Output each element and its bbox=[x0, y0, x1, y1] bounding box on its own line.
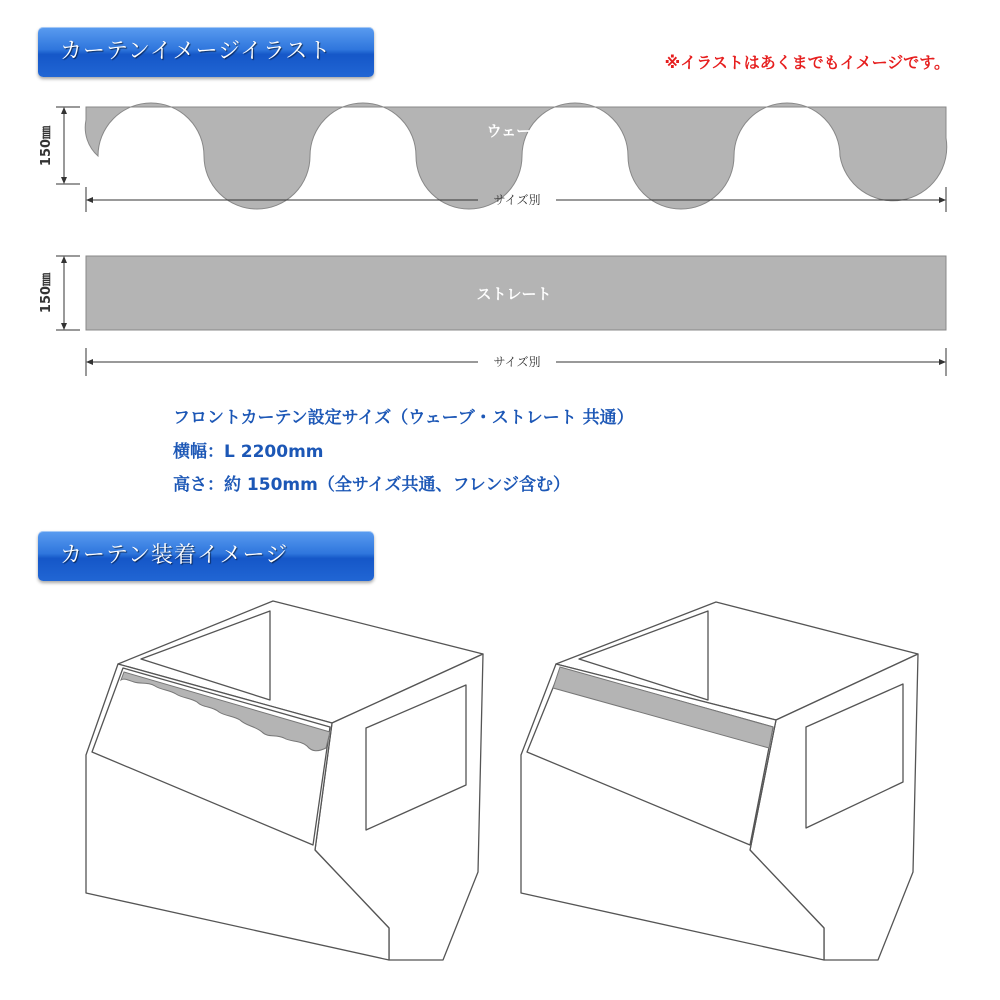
truck-cab-straight bbox=[521, 602, 918, 960]
windshield-right bbox=[527, 668, 773, 845]
cab-rear-window-left bbox=[141, 611, 270, 700]
cab-side-left bbox=[315, 654, 483, 960]
straight-label: ストレート bbox=[476, 285, 552, 303]
wave-height-label: 150㎜ bbox=[39, 125, 54, 167]
wave-width-label: サイズ別 bbox=[493, 193, 541, 207]
wave-curtain-installed bbox=[121, 672, 330, 751]
straight-height-label: 150㎜ bbox=[39, 272, 54, 314]
spec-height: 高さ：約 150mm（全サイズ共通、フレンジ含む） bbox=[173, 475, 570, 495]
cab-roof-left bbox=[118, 601, 483, 723]
installation-section-header: カーテン装着イメージ bbox=[38, 531, 374, 581]
cab-side-right bbox=[750, 654, 918, 960]
windshield-left bbox=[92, 668, 330, 845]
spec-width: 横幅：L 2200mm bbox=[173, 442, 324, 462]
cab-front-left bbox=[86, 664, 389, 960]
cab-roof-right bbox=[556, 602, 918, 720]
wave-label: ウェーブ bbox=[486, 122, 546, 140]
straight-width-label: サイズ別 bbox=[493, 355, 541, 369]
truck-cab-wave bbox=[86, 601, 483, 960]
illustration-section-header: カーテンイメージイラスト bbox=[38, 27, 374, 77]
cab-side-window-right bbox=[806, 684, 903, 828]
disclaimer-note: ※イラストはあくまでもイメージです。 bbox=[664, 53, 950, 72]
cab-rear-window-right bbox=[579, 611, 708, 700]
curtain-illustration-diagram bbox=[0, 0, 1000, 390]
cab-front-right bbox=[521, 664, 824, 960]
straight-curtain-installed bbox=[553, 667, 773, 748]
spec-title: フロントカーテン設定サイズ（ウェーブ・ストレート 共通） bbox=[173, 408, 634, 428]
cab-side-window-left bbox=[366, 685, 466, 830]
